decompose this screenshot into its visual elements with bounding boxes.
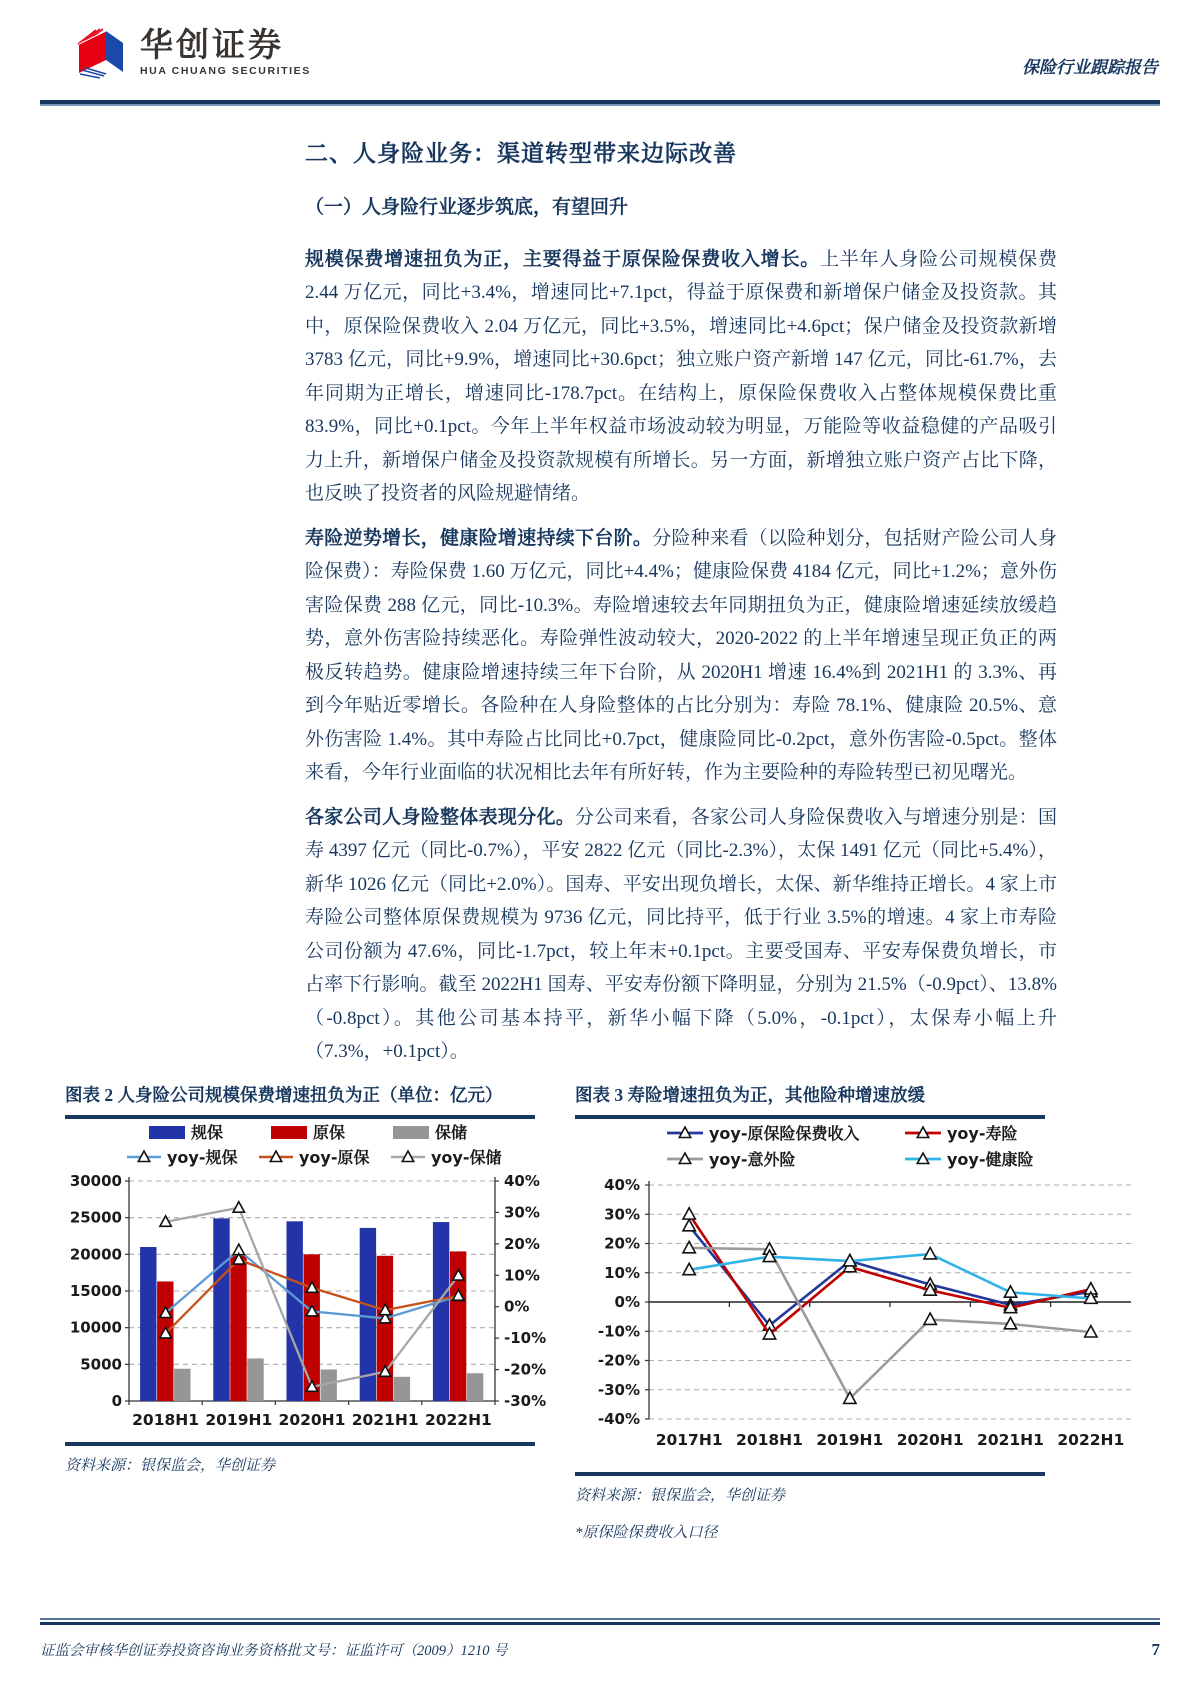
footer-disclaimer: 证监会审核华创证券投资咨询业务资格批文号：证监许可（2009）1210 号 <box>40 1642 508 1659</box>
footer-row <box>40 1639 1160 1660</box>
svg-text:20000: 20000 <box>69 1245 122 1264</box>
figure-2-plot <box>70 1172 546 1429</box>
brand-logo <box>70 22 311 82</box>
paragraph-3 <box>305 801 1057 1069</box>
svg-text:yoy-健康险: yoy-健康险 <box>947 1150 1034 1170</box>
svg-text:-40%: -40% <box>597 1410 640 1429</box>
svg-text:10%: 10% <box>504 1266 540 1285</box>
subsection-title: （一）人身险行业逐步筑底，有望回升 <box>305 197 629 219</box>
svg-text:-10%: -10% <box>597 1322 640 1341</box>
svg-text:0%: 0% <box>504 1297 530 1316</box>
section-title: 二、人身险业务：渠道转型带来边际改善 <box>305 141 737 166</box>
svg-text:2018H1: 2018H1 <box>132 1411 200 1430</box>
paragraph-1-body: 上半年人身险公司规模保费 2.44 万亿元，同比+3.4%，增速同比+7.1pct，得益于原保费和新增保户储金及投资款。其中，原保险保费收入 2.04 万亿元，同比+3.5%，增速同比+4.6pct；保户储金及投资款新增 3783 亿元，同比+9.9%，增速同比+30.6pct；独立账户资产新增 147 亿元，同比-61.7%，去年同期为正增长，增速同比-178.7pct。在结构上，原保险保费收入占整体规模保费比重 83.9%，同比+0.1pct。今年上半年权益市场波动较为明显，万能险等收益稳健的产品吸引力上升，新增保户储金及投资款规模有所增长。另一方面，新增独立账户资产占比下降，也反映了投资者的风险规避情绪。 <box>305 248 1057 505</box>
page-header <box>70 22 1158 82</box>
svg-text:2022H1: 2022H1 <box>1057 1431 1125 1450</box>
figure-2-caption-divider <box>65 1115 535 1119</box>
report-type-label: 保险行业跟踪报告 <box>1022 58 1158 77</box>
figure-3-source: 资料来源：银保监会，华创证券 <box>575 1488 786 1505</box>
svg-text:0: 0 <box>111 1392 122 1411</box>
figures-row <box>65 1082 1150 1542</box>
svg-text:-20%: -20% <box>504 1360 547 1379</box>
svg-text:2021H1: 2021H1 <box>977 1431 1044 1450</box>
paragraph-2 <box>305 522 1057 790</box>
brand-name-cn: 华创证券 <box>140 25 284 63</box>
page-footer <box>40 1618 1160 1660</box>
figure-2-bottom-divider <box>65 1442 535 1446</box>
figure-2-source: 资料来源：银保监会，华创证券 <box>65 1458 276 1475</box>
brand-cube-icon <box>70 22 130 82</box>
svg-text:0%: 0% <box>614 1293 640 1312</box>
svg-text:20%: 20% <box>504 1234 540 1253</box>
svg-text:10%: 10% <box>604 1263 640 1282</box>
svg-text:2022H1: 2022H1 <box>424 1411 492 1430</box>
svg-text:2018H1: 2018H1 <box>736 1431 803 1450</box>
svg-text:15000: 15000 <box>69 1282 122 1301</box>
footer-divider-thick <box>40 1622 1160 1625</box>
svg-text:-30%: -30% <box>504 1392 547 1411</box>
svg-text:30%: 30% <box>504 1203 540 1222</box>
svg-text:yoy-原保: yoy-原保 <box>299 1148 370 1168</box>
svg-text:-10%: -10% <box>504 1329 547 1348</box>
svg-text:40%: 40% <box>504 1172 540 1191</box>
figure-3-chart <box>575 1123 1150 1468</box>
figure-3-note: *原保险保费收入口径 <box>575 1525 718 1542</box>
svg-text:yoy-原保险保费收入: yoy-原保险保费收入 <box>709 1124 860 1144</box>
footer-divider-thin <box>40 1618 1160 1620</box>
figure-3-bottom-divider <box>575 1472 1045 1476</box>
svg-text:2017H1: 2017H1 <box>655 1431 723 1450</box>
figure-2-chart <box>65 1123 560 1438</box>
svg-text:yoy-寿险: yoy-寿险 <box>947 1124 1018 1144</box>
paragraph-1 <box>305 243 1057 511</box>
svg-text:yoy-意外险: yoy-意外险 <box>709 1150 796 1170</box>
svg-text:保储: 保储 <box>435 1123 468 1143</box>
figure-2 <box>65 1082 560 1542</box>
paragraph-1-lead: 规模保费增速扭负为正，主要得益于原保险保费收入增长。 <box>305 248 821 270</box>
svg-text:yoy-保储: yoy-保储 <box>431 1148 502 1168</box>
brand-name-en: HUA CHUANG SECURITIES <box>140 64 311 77</box>
svg-text:2019H1: 2019H1 <box>816 1431 884 1450</box>
svg-text:2021H1: 2021H1 <box>351 1411 419 1430</box>
svg-text:25000: 25000 <box>69 1208 122 1227</box>
figure-3-legend <box>667 1124 1034 1169</box>
svg-text:30000: 30000 <box>69 1172 122 1191</box>
header-divider <box>40 100 1160 104</box>
svg-text:2020H1: 2020H1 <box>278 1411 346 1430</box>
paragraph-2-lead: 寿险逆势增长，健康险增速持续下台阶。 <box>305 527 653 549</box>
figure-2-caption: 图表 2 人身险公司规模保费增速扭负为正（单位：亿元） <box>65 1085 503 1105</box>
report-body <box>305 138 1057 1080</box>
svg-text:yoy-规保: yoy-规保 <box>167 1148 238 1168</box>
svg-text:规保: 规保 <box>191 1123 224 1143</box>
svg-text:20%: 20% <box>604 1234 640 1253</box>
paragraph-3-lead: 各家公司人身险整体表现分化。 <box>305 806 576 828</box>
paragraph-2-body: 分险种来看（以险种划分，包括财产险公司人身险保费）：寿险保费 1.60 万亿元，同比+4.4%；健康险保费 4184 亿元，同比+1.2%；意外伤害险保费 288 亿元，同比-10.3%。寿险增速较去年同期扭负为正，健康险增速延续放缓趋势，意外伤害险持续恶化。寿险弹性波动较大，2020-2022 的上半年增速呈现正负正的两极反转趋势。健康险增速持续三年下台阶，从 2020H1 增速 16.4%到 2021H1 的 3.3%、再到今年贴近零增长。各险种在人身险整体的占比分别为：寿险 78.1%、健康险 20.5%、意外伤害险 1.4%。其中寿险占比同比+0.7pct，健康险同比-0.2pct，意外伤害险-0.5pct。整体来看，今年行业面临的状况相比去年有所好转，作为主要险种的寿险转型已初见曙光。 <box>305 527 1057 784</box>
figure-3-caption-divider <box>575 1115 1045 1119</box>
svg-text:-30%: -30% <box>597 1380 640 1399</box>
svg-text:-20%: -20% <box>597 1351 640 1370</box>
brand-text <box>140 25 311 77</box>
svg-text:5000: 5000 <box>80 1355 122 1374</box>
svg-text:2019H1: 2019H1 <box>205 1411 273 1430</box>
paragraph-3-body: 分公司来看，各家公司人身险保费收入与增速分别是：国寿 4397 亿元（同比-0.7%），平安 2822 亿元（同比-2.3%），太保 1491 亿元（同比+5.4%），新华 1026 亿元（同比+2.0%）。国寿、平安出现负增长，太保、新华维持正增长。4 家上市寿险公司整体原保费规模为 9736 亿元，同比持平，低于行业 3.5%的增速。4 家上市寿险公司份额为 47.6%，同比-1.7pct，较上年末+0.1pct。主要受国寿、平安寿保费负增长，市占率下行影响。截至 2022H1 国寿、平安寿份额下降明显，分别为 21.5%（-0.9pct）、13.8%（-0.8pct）。其他公司基本持平，新华小幅下降（5.0%，-0.1pct），太保寿小幅上升（7.3%，+0.1pct）。 <box>305 806 1057 1063</box>
page-number: 7 <box>1151 1639 1160 1659</box>
figure-2-legend <box>127 1123 502 1167</box>
figure-3-plot <box>598 1176 1131 1449</box>
svg-text:30%: 30% <box>604 1205 640 1224</box>
svg-text:10000: 10000 <box>69 1318 122 1337</box>
figure-3-caption: 图表 3 寿险增速扭负为正，其他险种增速放缓 <box>575 1085 925 1105</box>
figure-3 <box>575 1082 1150 1542</box>
svg-text:40%: 40% <box>604 1176 640 1195</box>
svg-text:2020H1: 2020H1 <box>896 1431 964 1450</box>
svg-text:原保: 原保 <box>313 1123 346 1143</box>
